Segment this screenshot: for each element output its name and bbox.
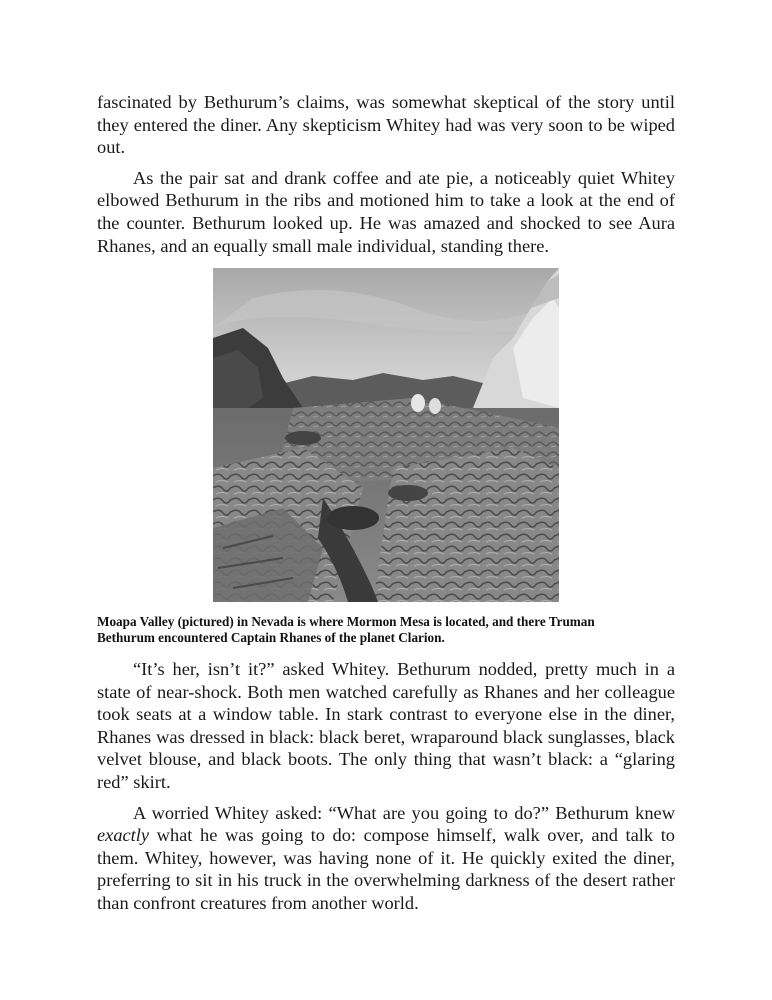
paragraph-diner: As the pair sat and drank coffee and ate pie, a noticeably quiet Whitey elbowed Bethurum in the ribs and motioned him to take a look at the end of the counter. Bethurum looked up. He was amazed and shocked to see Aura Rhanes, and an equally small male individual, standing there. <box>97 167 675 256</box>
caption-line-1: Moapa Valley (pictured) in Nevada is where Mormon Mesa is located, and there Truman <box>97 614 595 629</box>
emphasized-word: exactly <box>97 825 150 846</box>
top-text <box>97 91 675 265</box>
paragraph-whitey-exits <box>97 802 675 915</box>
paragraph-text-start: A worried Whitey asked: “What are you going to do?” Bethurum knew <box>133 802 675 823</box>
paragraph-continuation: fascinated by Bethurum’s claims, was somewhat skeptical of the story until they entered the diner. Any skepticism Whitey had was very soon to be wiped out. <box>97 92 675 158</box>
bottom-text <box>97 658 675 923</box>
paragraph-text-end: what he was going to do: compose himself, walk over, and talk to them. Whitey, however, was having none of it. He quickly exited the diner, preferring to sit in his truck in the overwhelming darkness of the desert rather than confront creatures from another world. <box>97 825 675 913</box>
caption-line-2: Bethurum encountered Captain Rhanes of the planet Clarion. <box>97 630 445 645</box>
desert-canyon-photo <box>213 268 559 602</box>
paragraph-its-her: “It’s her, isn’t it?” asked Whitey. Bethurum nodded, pretty much in a state of near-shock. Both men watched carefully as Rhanes and her colleague took seats at a window table. In stark contrast to everyone else in the diner, Rhanes was dressed in black: black beret, wraparound black sunglasses, black velvet blouse, and black boots. The only thing that wasn’t black: a “glaring red” skirt. <box>97 659 675 792</box>
photo-caption <box>97 614 675 646</box>
